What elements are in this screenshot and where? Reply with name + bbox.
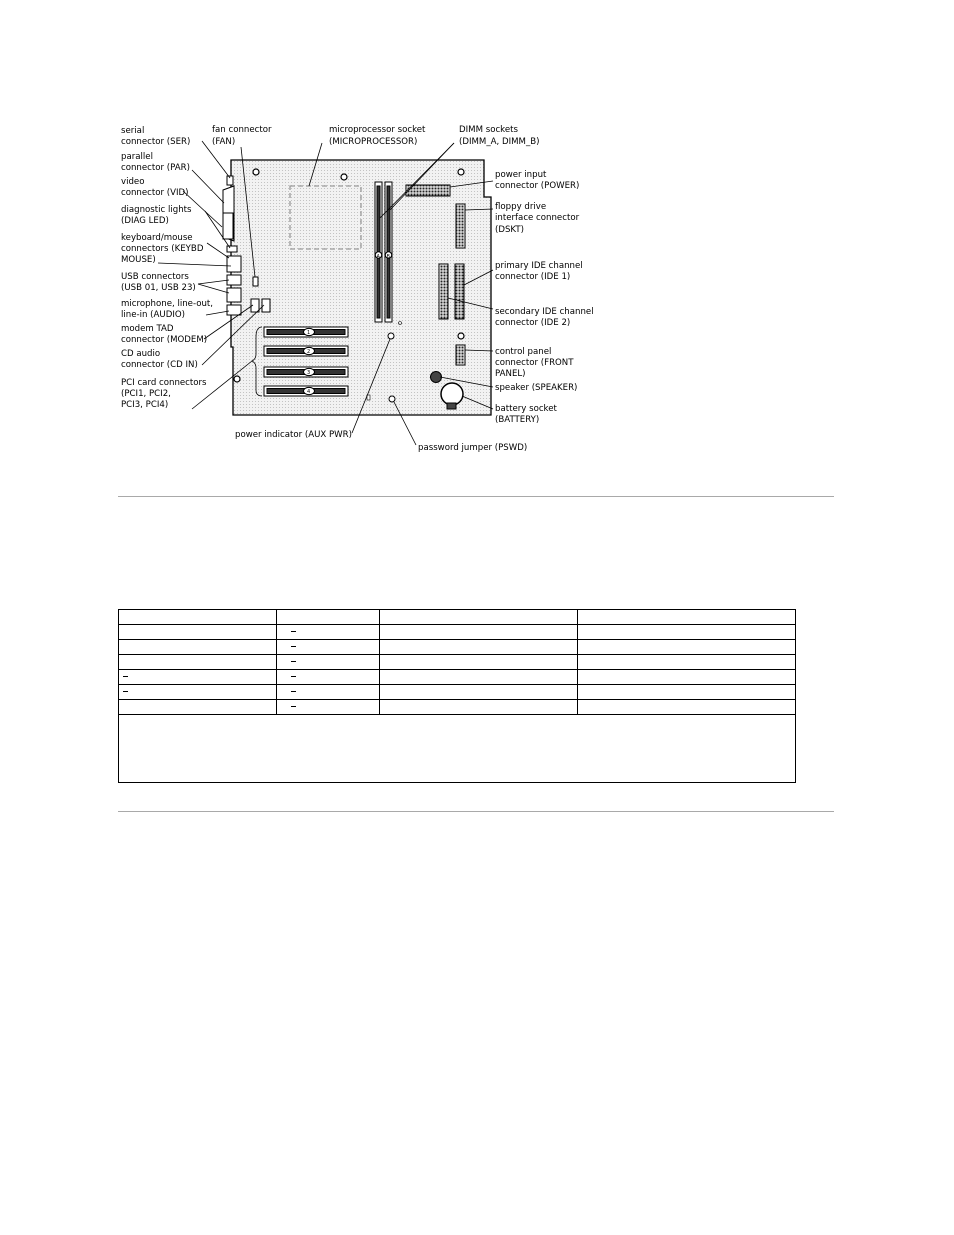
- table-cell: [277, 685, 380, 700]
- divider-bottom: [118, 811, 834, 812]
- table-cell: [277, 640, 380, 655]
- label-floppy-3: (DSKT): [495, 225, 524, 235]
- dash-mark: [123, 691, 128, 692]
- system-board-diagram: [110, 115, 610, 460]
- table-row: [119, 655, 796, 670]
- table-cell: [380, 655, 578, 670]
- aux-pwr-led: [388, 333, 394, 339]
- label-ide1-2: connector (IDE 1): [495, 272, 571, 282]
- label-usb-1: USB connectors: [121, 272, 189, 282]
- dash-mark: [291, 646, 296, 647]
- label-power-1: power input: [495, 170, 547, 180]
- dash-mark: [291, 661, 296, 662]
- table-cell: [119, 670, 277, 685]
- table-cell: [380, 700, 578, 715]
- label-cpu-1: microprocessor socket: [329, 125, 426, 135]
- label-pci-1: PCI card connectors: [121, 378, 207, 388]
- table-cell: [119, 610, 277, 625]
- jumper-table: [118, 609, 796, 783]
- label-floppy-2: interface connector: [495, 213, 580, 223]
- label-dimm-2: (DIMM_A, DIMM_B): [459, 137, 540, 147]
- table-cell: [277, 655, 380, 670]
- dash-mark: [291, 691, 296, 692]
- label-usb-2: (USB 01, USB 23): [121, 283, 196, 293]
- table-cell: [578, 670, 796, 685]
- label-pci-3: PCI3, PCI4): [121, 400, 169, 410]
- label-ide2-1: secondary IDE channel: [495, 307, 594, 317]
- ide2-connector: [439, 264, 448, 319]
- label-parallel-1: parallel: [121, 152, 153, 162]
- label-serial-2: connector (SER): [121, 137, 191, 147]
- label-video-1: video: [121, 177, 145, 187]
- label-kbd-1: keyboard/mouse: [121, 233, 193, 243]
- label-fan-1: fan connector: [212, 125, 272, 135]
- battery-tab: [447, 403, 456, 409]
- label-front-1: control panel: [495, 347, 552, 357]
- pci-slot-2-mark: 2: [307, 349, 311, 355]
- label-dimm-1: DIMM sockets: [459, 125, 518, 135]
- table-row: [119, 610, 796, 625]
- label-fan-2: (FAN): [212, 137, 236, 147]
- table-cell: [119, 685, 277, 700]
- dash-mark: [123, 676, 128, 677]
- table-footer-row: [119, 715, 796, 783]
- pci-slot-1-mark: 1: [307, 330, 311, 336]
- table-row: [119, 670, 796, 685]
- table-row: [119, 700, 796, 715]
- label-floppy-1: floppy drive: [495, 202, 547, 212]
- floppy-connector: [456, 204, 465, 248]
- table-cell: [578, 640, 796, 655]
- label-diag-2: (DIAG LED): [121, 216, 169, 226]
- label-serial-1: serial: [121, 126, 145, 136]
- table-cell: [380, 670, 578, 685]
- label-modem-1: modem TAD: [121, 324, 174, 334]
- label-audio-2: line-in (AUDIO): [121, 310, 185, 320]
- label-cpu-2: (MICROPROCESSOR): [329, 137, 418, 147]
- label-front-3: PANEL): [495, 369, 526, 379]
- table-footer-cell: [119, 715, 796, 783]
- table-cell: [380, 625, 578, 640]
- fan-connector: [253, 277, 258, 286]
- label-kbd-3: MOUSE): [121, 255, 156, 265]
- label-battery-2: (BATTERY): [495, 415, 540, 425]
- label-battery-1: battery socket: [495, 404, 557, 414]
- table-cell: [119, 625, 277, 640]
- dash-mark: [291, 631, 296, 632]
- table-row: [119, 640, 796, 655]
- password-jumper: [389, 396, 395, 402]
- label-diag-1: diagnostic lights: [121, 205, 192, 215]
- table-cell: [380, 610, 578, 625]
- label-audio-1: microphone, line-out,: [121, 299, 214, 309]
- table-cell: [277, 670, 380, 685]
- label-ide2-2: connector (IDE 2): [495, 318, 571, 328]
- table-cell: [277, 625, 380, 640]
- label-ide1-1: primary IDE channel: [495, 261, 583, 271]
- table-cell: [578, 685, 796, 700]
- table-cell: [119, 700, 277, 715]
- label-video-2: connector (VID): [121, 188, 189, 198]
- label-auxpwr: power indicator (AUX PWR): [235, 430, 352, 440]
- speaker: [431, 372, 442, 383]
- label-cd-2: connector (CD IN): [121, 360, 198, 370]
- table-row: [119, 625, 796, 640]
- label-kbd-2: connectors (KEYBD: [121, 244, 204, 254]
- table-cell: [578, 700, 796, 715]
- table-cell: [380, 685, 578, 700]
- divider-top: [118, 496, 834, 497]
- label-speaker: speaker (SPEAKER): [495, 383, 578, 393]
- table-cell: [119, 640, 277, 655]
- table-cell: [277, 610, 380, 625]
- table-cell: [578, 655, 796, 670]
- ide1-connector: [455, 264, 464, 319]
- label-pswd: password jumper (PSWD): [418, 443, 528, 453]
- pci-slot-3-mark: 3: [307, 370, 311, 376]
- table-row: [119, 685, 796, 700]
- label-modem-2: connector (MODEM): [121, 335, 208, 345]
- dimm-b-mark: B: [386, 254, 390, 260]
- dimm-a-mark: A: [376, 254, 380, 260]
- table-cell: [578, 625, 796, 640]
- label-power-2: connector (POWER): [495, 181, 580, 191]
- dash-mark: [291, 706, 296, 707]
- label-front-2: connector (FRONT: [495, 358, 574, 368]
- front-panel-connector: [456, 345, 465, 365]
- table-cell: [277, 700, 380, 715]
- dash-mark: [291, 676, 296, 677]
- table-cell: [119, 655, 277, 670]
- table-cell: [578, 610, 796, 625]
- label-cd-1: CD audio: [121, 349, 161, 359]
- label-parallel-2: connector (PAR): [121, 163, 190, 173]
- label-pci-2: (PCI1, PCI2,: [121, 389, 171, 399]
- pci-slot-4-mark: 4: [307, 389, 311, 395]
- battery-socket: [441, 383, 463, 405]
- table-cell: [380, 640, 578, 655]
